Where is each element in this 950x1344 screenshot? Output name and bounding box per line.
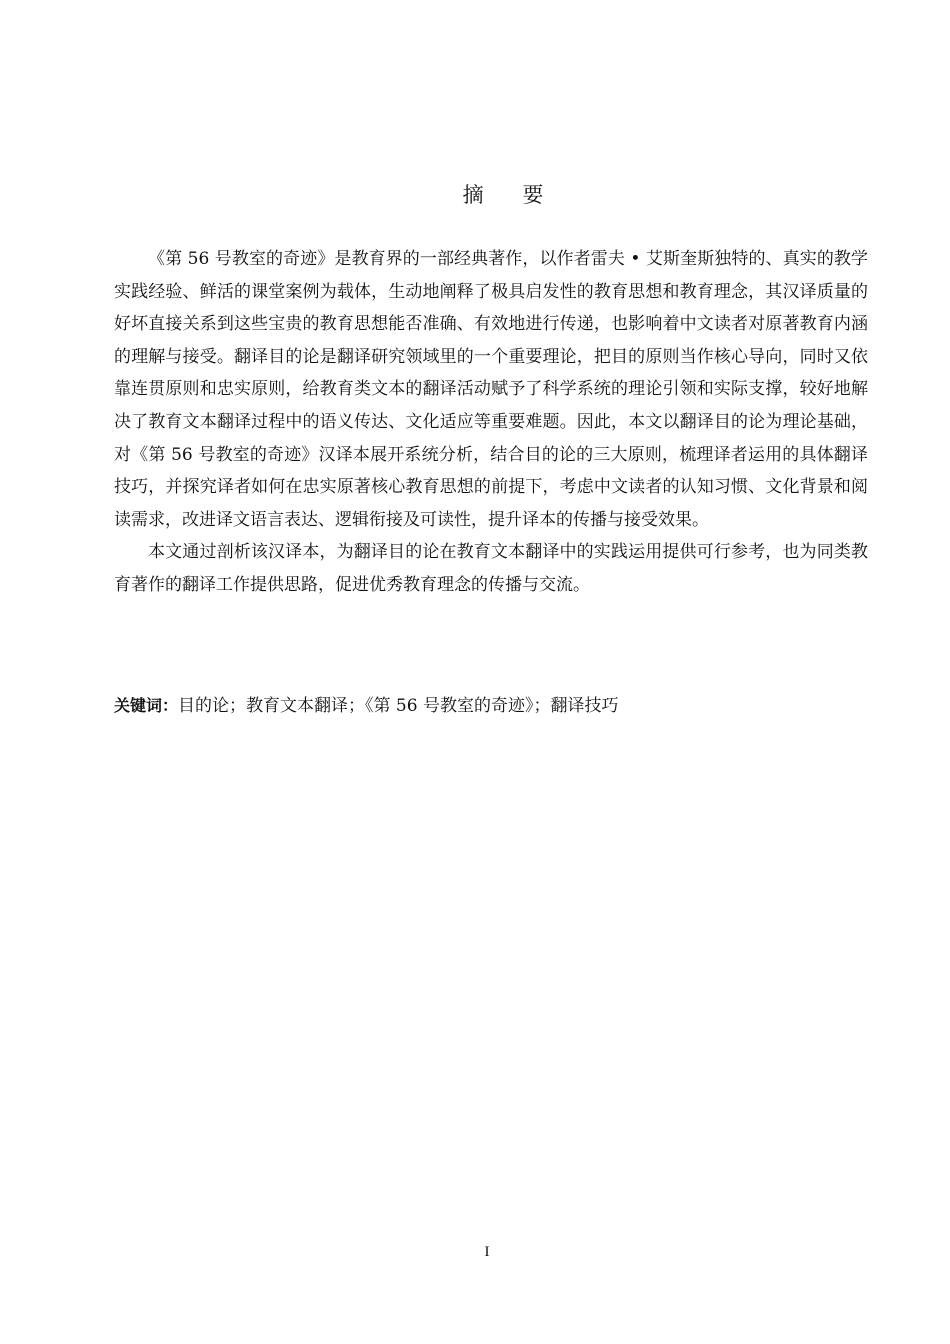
page-number: I (484, 1244, 490, 1260)
abstract-title: 摘 要 (462, 183, 560, 207)
abstract-body (114, 243, 868, 602)
abstract-paragraph-2: 本文通过剖析该汉译本，为翻译目的论在教育文本翻译中的实践运用提供可行参考，也为同类教育著作的翻译工作提供思路，促进优秀教育理念的传播与交流。 (114, 542, 868, 595)
keywords-label: 关键词： (114, 696, 179, 715)
abstract-paragraph-1: 《第 56 号教室的奇迹》是教育界的一部经典著作，以作者雷夫 • 艾斯奎斯独特的、真实的教学实践经验、鲜活的课堂案例为载体，生动地阐释了极具启发性的教育思想和教育理念，其汉译质量的好坏直接关系到这些宝贵的教育思想能否准确、有效地进行传递，也影响着中文读者对原著教育内涵的理解与接受。翻译目的论是翻译研究领域里的一个重要理论，把目的原则当作核心导向，同时又依靠连贯原则和忠实原则，给教育类文本的翻译活动赋予了科学系统的理论引领和实际支撑，较好地解决了教育文本翻译过程中的语义传达、文化适应等重要难题。因此，本文以翻译目的论为理论基础，对《第 56 号教室的奇迹》汉译本展开系统分析，结合目的论的三大原则，梳理译者运用的具体翻译技巧，并探究译者如何在忠实原著核心教育思想的前提下，考虑中文读者的认知习惯、文化背景和阅读需求，改进译文语言表达、逻辑衔接及可读性，提升译本的传播与接受效果。 (114, 249, 868, 530)
keywords-line (114, 690, 868, 722)
keywords-text: 目的论；教育文本翻译；《第 56 号教室的奇迹》；翻译技巧 (178, 696, 619, 716)
